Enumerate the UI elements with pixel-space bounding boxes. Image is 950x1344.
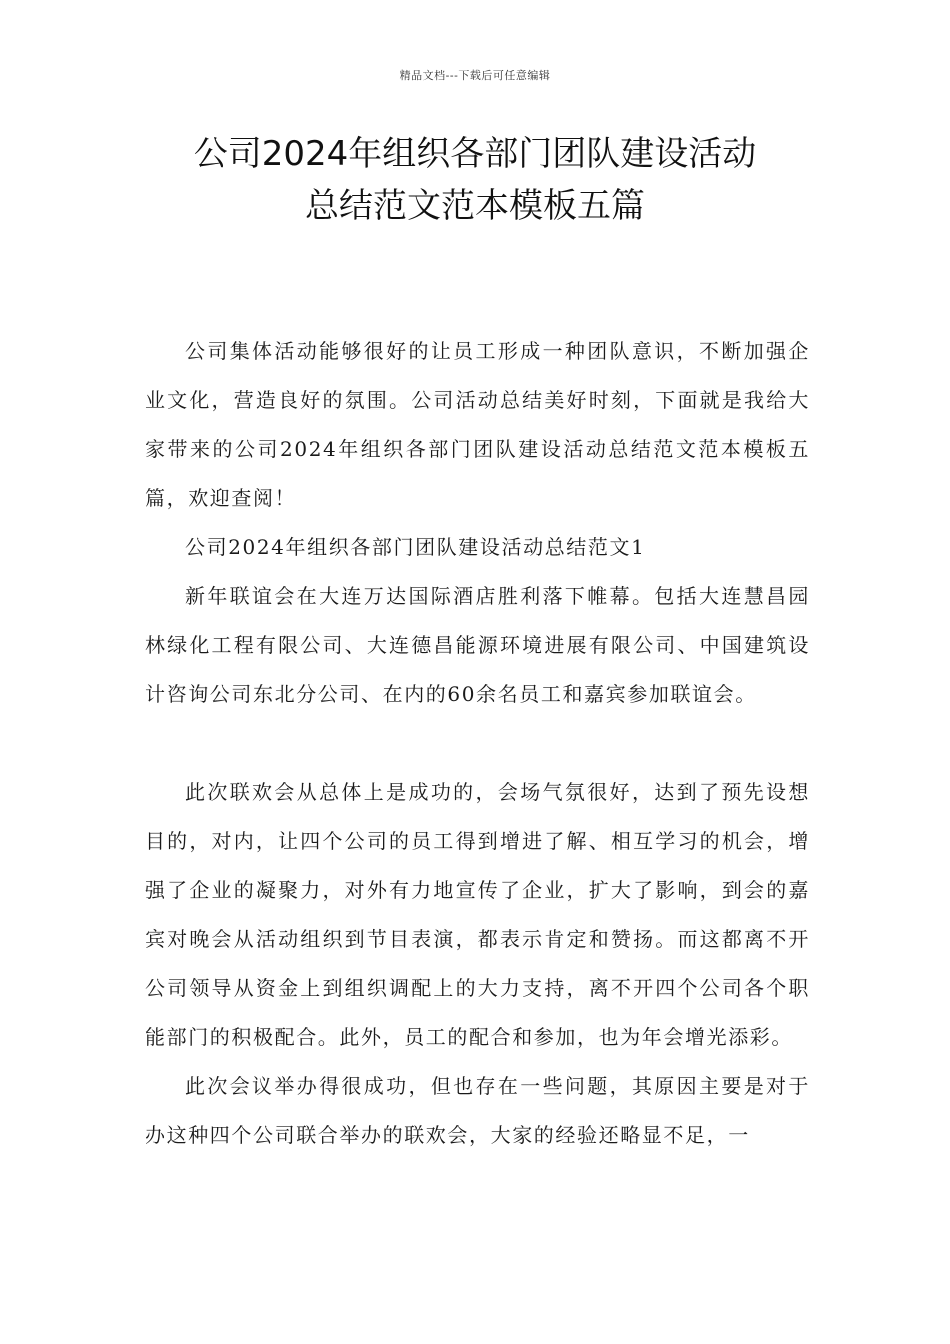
body-paragraph: 新年联谊会在大连万达国际酒店胜利落下帷幕。包括大连慧昌园林绿化工程有限公司、大连德昌能源环境进展有限公司、中国建筑设计咨询公司东北分公司、在内的60余名员工和嘉宾参加联谊会。 (145, 584, 810, 706)
intro-paragraph: 公司集体活动能够很好的让员工形成一种团队意识，不断加强企业文化，营造良好的氛围。公司活动总结美好时刻，下面就是我给大家带来的公司2024年组织各部门团队建设活动总结范文范本模板五篇，欢迎查阅！ (145, 339, 810, 510)
body-paragraph: 此次会议举办得很成功，但也存在一些问题，其原因主要是对于办这种四个公司联合举办的联欢会，大家的经验还略显不足，一 (145, 1074, 810, 1147)
title-line-2: 总结范文范本模板五篇 (305, 186, 645, 226)
header-note: 精品文档---下载后可任意编辑 (399, 69, 551, 82)
title-line-1: 公司2024年组织各部门团队建设活动 (193, 134, 757, 174)
section-heading: 公司2024年组织各部门团队建设活动总结范文1 (185, 535, 646, 559)
document-body (145, 327, 810, 1160)
document-title (60, 128, 890, 232)
body-paragraph: 此次联欢会从总体上是成功的，会场气氛很好，达到了预先设想目的，对内，让四个公司的员工得到增进了解、相互学习的机会，增强了企业的凝聚力，对外有力地宣传了企业，扩大了影响，到会的嘉宾对晚会从活动组织到节目表演，都表示肯定和赞扬。而这都离不开公司领导从资金上到组织调配上的大力支持，离不开四个公司各个职能部门的积极配合。此外，员工的配合和参加，也为年会增光添彩。 (145, 780, 810, 1049)
